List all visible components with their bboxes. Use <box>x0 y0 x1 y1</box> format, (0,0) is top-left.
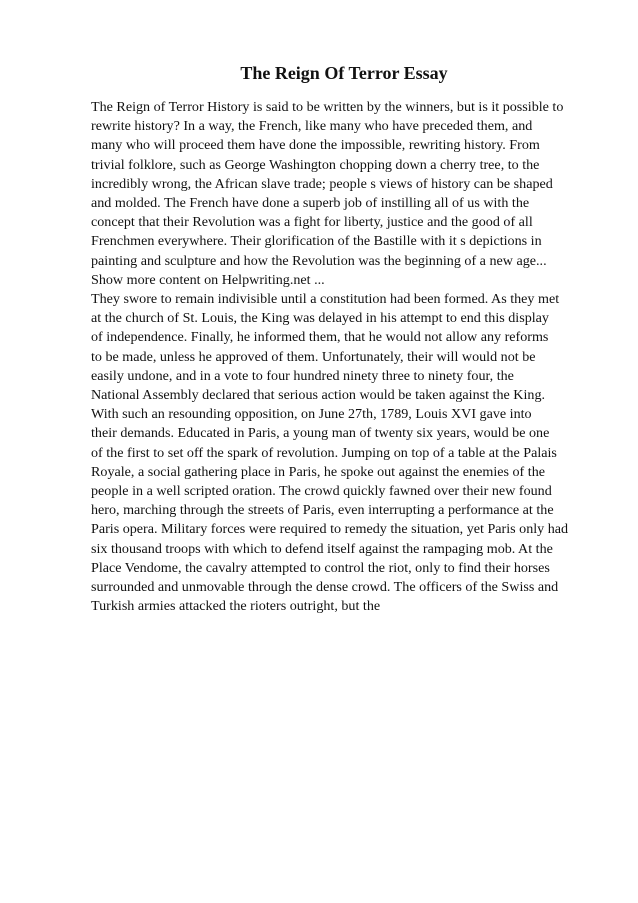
essay-body <box>91 98 591 616</box>
text-line: hero, marching through the streets of Paris, even interrupting a performance at the <box>91 502 554 519</box>
text-line: Turkish armies attacked the rioters outright, but the <box>91 598 381 615</box>
text-line: trivial folklore, such as George Washington chopping down a cherry tree, to the <box>91 156 540 173</box>
text-line: Royale, a social gathering place in Paris, he spoke out against the enemies of the <box>91 463 545 480</box>
text-line: surrounded and unmovable through the dense crowd. The officers of the Swiss and <box>91 579 559 596</box>
text-line: of the first to set off the spark of revolution. Jumping on top of a table at the Palais <box>91 444 557 461</box>
text-line: With such an resounding opposition, on June 27th, 1789, Louis XVI gave into <box>91 406 532 423</box>
text-line: painting and sculpture and how the Revolution was the beginning of a new age... <box>91 252 547 269</box>
text-line: and molded. The French have done a superb job of instilling all of us with the <box>91 195 530 212</box>
text-line: incredibly wrong, the African slave trade; people s views of history can be shaped <box>91 175 553 192</box>
page-title: The Reign Of Terror Essay <box>240 63 448 83</box>
text-line: National Assembly declared that serious action would be taken against the King. <box>91 387 546 404</box>
text-line: They swore to remain indivisible until a constitution had been formed. As they met <box>91 291 560 308</box>
text-line: concept that their Revolution was a fight for liberty, justice and the good of all <box>91 214 533 231</box>
text-line: The Reign of Terror History is said to be written by the winners, but is it possible to <box>91 99 564 115</box>
text-line: to be made, unless he approved of them. Unfortunately, their will would not be <box>91 348 536 365</box>
text-line: six thousand troops with which to defend itself against the rampaging mob. At the <box>91 540 553 557</box>
text-line: rewrite history? In a way, the French, like many who have preceded them, and <box>91 118 533 135</box>
text-line: Show more content on Helpwriting.net ... <box>91 271 325 288</box>
text-line: easily undone, and in a vote to four hundred ninety three to ninety four, the <box>91 367 514 384</box>
text-line: at the church of St. Louis, the King was delayed in his attempt to end this display <box>91 310 549 327</box>
text-line: people in a well scripted oration. The crowd quickly fawned over their new found <box>91 483 552 500</box>
text-line: their demands. Educated in Paris, a young man of twenty six years, would be one <box>91 425 550 442</box>
text-line: many who will proceed them have done the impossible, rewriting history. From <box>91 137 540 154</box>
text-line: Frenchmen everywhere. Their glorification of the Bastille with it s depictions in <box>91 233 542 250</box>
text-line: of independence. Finally, he informed them, that he would not allow any reforms <box>91 329 549 346</box>
text-line: Paris opera. Military forces were required to remedy the situation, yet Paris only had <box>91 521 569 538</box>
text-line: Place Vendome, the cavalry attempted to control the riot, only to find their horses <box>91 559 550 576</box>
